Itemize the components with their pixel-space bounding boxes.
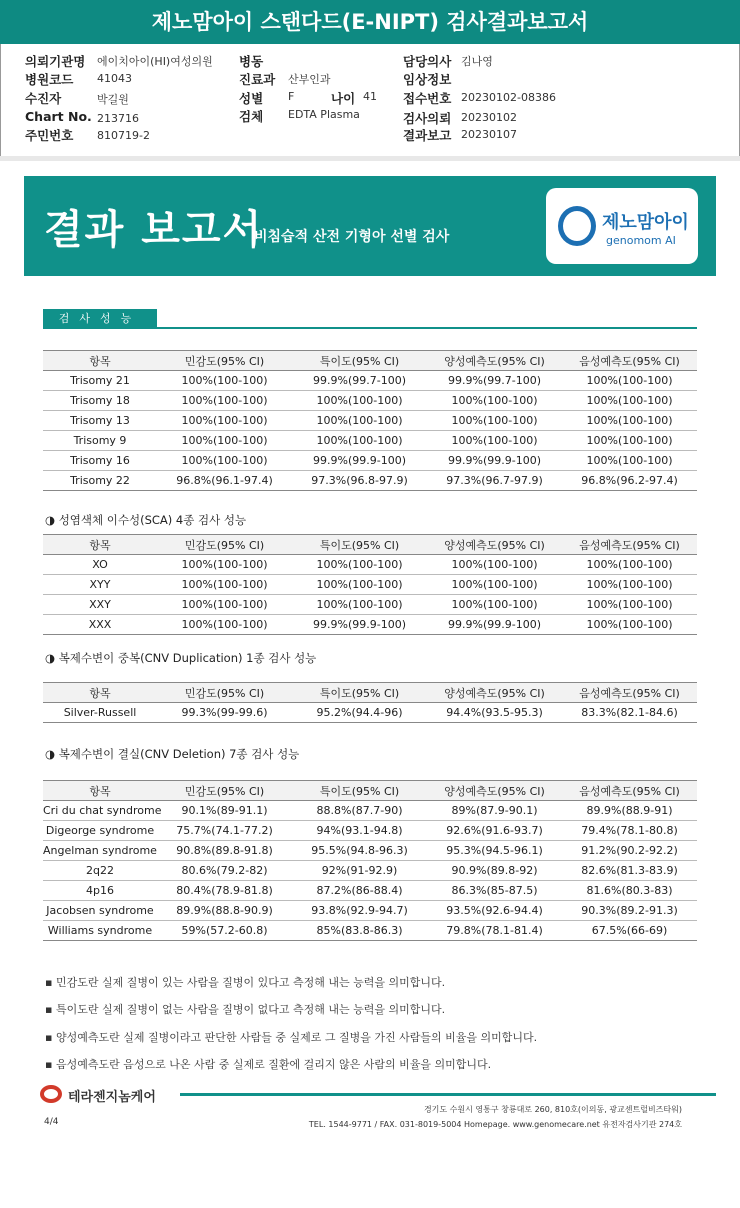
value-cell: 92%(91-92.9) bbox=[292, 861, 427, 881]
deletion-subheading: ◑ 복제수변이 결실(CNV Deletion) 7종 검사 성능 bbox=[45, 747, 300, 761]
row-label-cell: XXX bbox=[43, 615, 157, 635]
column-header: 항목 bbox=[43, 781, 157, 801]
table-body bbox=[43, 555, 697, 635]
table-row bbox=[43, 801, 697, 821]
row-label-cell: 4p16 bbox=[43, 881, 157, 901]
row-label-cell: Digeorge syndrome bbox=[43, 821, 157, 841]
row-label-cell: Trisomy 22 bbox=[43, 471, 157, 491]
value-cell: 100%(100-100) bbox=[292, 391, 427, 411]
row-label-cell: Trisomy 16 bbox=[43, 451, 157, 471]
hospital-code-label: 병원코드 bbox=[25, 72, 74, 87]
value-cell: 99.9%(99.7-100) bbox=[292, 371, 427, 391]
row-label-cell: Trisomy 13 bbox=[43, 411, 157, 431]
table-body bbox=[43, 703, 697, 723]
column-header: 특이도(95% CI) bbox=[292, 535, 427, 555]
value-cell: 94.4%(93.5-95.3) bbox=[427, 703, 562, 723]
logo-korean-text: 제노맘아이 bbox=[602, 212, 689, 233]
value-cell: 100%(100-100) bbox=[292, 431, 427, 451]
value-cell: 90.9%(89.8-92) bbox=[427, 861, 562, 881]
row-label-cell: Trisomy 9 bbox=[43, 431, 157, 451]
column-header: 음성예측도(95% CI) bbox=[562, 781, 697, 801]
table-row bbox=[43, 431, 697, 451]
company-logo-icon bbox=[40, 1085, 62, 1103]
value-cell: 100%(100-100) bbox=[427, 431, 562, 451]
table-row bbox=[43, 881, 697, 901]
value-cell: 90.3%(89.2-91.3) bbox=[562, 901, 697, 921]
footer-divider bbox=[180, 1093, 716, 1096]
table-row bbox=[43, 821, 697, 841]
value-cell: 99.9%(99.9-100) bbox=[292, 451, 427, 471]
company-name: 테라젠지놈케어 bbox=[68, 1090, 156, 1105]
value-cell: 96.8%(96.1-97.4) bbox=[157, 471, 292, 491]
value-cell: 100%(100-100) bbox=[427, 391, 562, 411]
row-label-cell: XYY bbox=[43, 575, 157, 595]
value-cell: 100%(100-100) bbox=[292, 555, 427, 575]
dept-label: 진료과 bbox=[239, 72, 276, 87]
note-npv: ▪ 음성예측도란 음성으로 나온 사람 중 실제로 질환에 걸리지 않은 사람의 비율을 의미합니다. bbox=[45, 1058, 492, 1071]
table-row bbox=[43, 471, 697, 491]
rrn-label: 주민번호 bbox=[25, 128, 74, 143]
value-cell: 90.1%(89-91.1) bbox=[157, 801, 292, 821]
value-cell: 100%(100-100) bbox=[157, 431, 292, 451]
value-cell: 100%(100-100) bbox=[562, 411, 697, 431]
column-header: 항목 bbox=[43, 683, 157, 703]
value-cell: 100%(100-100) bbox=[292, 575, 427, 595]
row-label-cell: Angelman syndrome bbox=[43, 841, 157, 861]
value-cell: 85%(83.8-86.3) bbox=[292, 921, 427, 941]
deletion-table bbox=[43, 780, 697, 941]
column-header: 양성예측도(95% CI) bbox=[427, 535, 562, 555]
logo-english-text: genomom AI bbox=[606, 234, 676, 247]
value-cell: 94%(93.1-94.8) bbox=[292, 821, 427, 841]
age-label: 나이 bbox=[331, 91, 356, 106]
table-header-row bbox=[43, 535, 697, 555]
value-cell: 97.3%(96.8-97.9) bbox=[292, 471, 427, 491]
baby-icon bbox=[558, 206, 596, 246]
table-row bbox=[43, 595, 697, 615]
table-row bbox=[43, 921, 697, 941]
value-cell: 99.9%(99.7-100) bbox=[427, 371, 562, 391]
value-cell: 89.9%(88.8-90.9) bbox=[157, 901, 292, 921]
doctor-value: 김나영 bbox=[461, 55, 493, 68]
value-cell: 59%(57.2-60.8) bbox=[157, 921, 292, 941]
value-cell: 100%(100-100) bbox=[157, 391, 292, 411]
value-cell: 100%(100-100) bbox=[562, 451, 697, 471]
examinee-value: 박길원 bbox=[97, 93, 129, 106]
note-sensitivity: ▪ 민감도란 실제 질병이 있는 사람을 질병이 있다고 측정해 내는 능력을 의미합니다. bbox=[45, 976, 446, 989]
note-specificity: ▪ 특이도란 실제 질병이 없는 사람을 질병이 없다고 측정해 내는 능력을 의미합니다. bbox=[45, 1003, 446, 1016]
value-cell: 79.4%(78.1-80.8) bbox=[562, 821, 697, 841]
trisomy-table bbox=[43, 350, 697, 491]
value-cell: 100%(100-100) bbox=[562, 595, 697, 615]
row-label-cell: 2q22 bbox=[43, 861, 157, 881]
row-label-cell: Silver-Russell bbox=[43, 703, 157, 723]
sex-label: 성별 bbox=[239, 91, 264, 106]
column-header: 음성예측도(95% CI) bbox=[562, 683, 697, 703]
row-label-cell: Trisomy 21 bbox=[43, 371, 157, 391]
value-cell: 89%(87.9-90.1) bbox=[427, 801, 562, 821]
sex-value: F bbox=[288, 90, 295, 103]
divider bbox=[0, 156, 740, 161]
value-cell: 100%(100-100) bbox=[292, 411, 427, 431]
column-header: 음성예측도(95% CI) bbox=[562, 351, 697, 371]
value-cell: 96.8%(96.2-97.4) bbox=[562, 471, 697, 491]
table-header-row bbox=[43, 351, 697, 371]
value-cell: 95.2%(94.4-96) bbox=[292, 703, 427, 723]
value-cell: 95.5%(94.8-96.3) bbox=[292, 841, 427, 861]
column-header: 양성예측도(95% CI) bbox=[427, 351, 562, 371]
institution-label: 의뢰기관명 bbox=[25, 54, 86, 69]
receipt-value: 20230102-08386 bbox=[461, 91, 556, 104]
column-header: 민감도(95% CI) bbox=[157, 781, 292, 801]
table-row bbox=[43, 861, 697, 881]
value-cell: 100%(100-100) bbox=[562, 371, 697, 391]
patient-info-panel bbox=[0, 44, 740, 157]
banner-subtitle: 비침습적 산전 기형아 선별 검사 bbox=[254, 229, 450, 245]
specimen-label: 검체 bbox=[239, 109, 264, 124]
note-ppv: ▪ 양성예측도란 실제 질병이라고 판단한 사람들 중 실제로 그 질병을 가진 사람들의 비율을 의미합니다. bbox=[45, 1031, 538, 1044]
section-tab-performance: 검사성능 bbox=[43, 309, 157, 328]
value-cell: 86.3%(85-87.5) bbox=[427, 881, 562, 901]
value-cell: 100%(100-100) bbox=[157, 595, 292, 615]
value-cell: 100%(100-100) bbox=[157, 371, 292, 391]
value-cell: 82.6%(81.3-83.9) bbox=[562, 861, 697, 881]
table-row bbox=[43, 703, 697, 723]
row-label-cell: XXY bbox=[43, 595, 157, 615]
value-cell: 93.8%(92.9-94.7) bbox=[292, 901, 427, 921]
table-row bbox=[43, 555, 697, 575]
request-value: 20230102 bbox=[461, 111, 517, 124]
company-contact: TEL. 1544-9771 / FAX. 031-8019-5004 Homepage. www.genomecare.net 유전자검사기관 274호 bbox=[308, 1120, 682, 1129]
value-cell: 100%(100-100) bbox=[427, 411, 562, 431]
chart-label: Chart No. bbox=[25, 109, 92, 124]
institution-value: 에이치아이(HI)여성의원 bbox=[97, 55, 213, 68]
ward-label: 병동 bbox=[239, 54, 264, 69]
value-cell: 100%(100-100) bbox=[562, 431, 697, 451]
column-header: 항목 bbox=[43, 535, 157, 555]
column-header: 항목 bbox=[43, 351, 157, 371]
value-cell: 83.3%(82.1-84.6) bbox=[562, 703, 697, 723]
column-header: 음성예측도(95% CI) bbox=[562, 535, 697, 555]
column-header: 특이도(95% CI) bbox=[292, 781, 427, 801]
value-cell: 95.3%(94.5-96.1) bbox=[427, 841, 562, 861]
value-cell: 100%(100-100) bbox=[427, 555, 562, 575]
value-cell: 100%(100-100) bbox=[427, 575, 562, 595]
section-divider bbox=[43, 327, 697, 329]
value-cell: 100%(100-100) bbox=[157, 411, 292, 431]
table-row bbox=[43, 371, 697, 391]
dept-value: 산부인과 bbox=[288, 73, 331, 86]
value-cell: 79.8%(78.1-81.4) bbox=[427, 921, 562, 941]
column-header: 양성예측도(95% CI) bbox=[427, 781, 562, 801]
value-cell: 88.8%(87.7-90) bbox=[292, 801, 427, 821]
value-cell: 80.6%(79.2-82) bbox=[157, 861, 292, 881]
value-cell: 89.9%(88.9-91) bbox=[562, 801, 697, 821]
table-row bbox=[43, 841, 697, 861]
request-label: 검사의뢰 bbox=[403, 111, 452, 126]
sca-subheading: ◑ 성염색체 이수성(SCA) 4종 검사 성능 bbox=[45, 513, 247, 527]
table-row bbox=[43, 411, 697, 431]
report-date-value: 20230107 bbox=[461, 128, 517, 141]
chart-value: 213716 bbox=[97, 112, 139, 125]
table-row bbox=[43, 575, 697, 595]
table-row bbox=[43, 451, 697, 471]
value-cell: 91.2%(90.2-92.2) bbox=[562, 841, 697, 861]
table-header-row bbox=[43, 683, 697, 703]
value-cell: 81.6%(80.3-83) bbox=[562, 881, 697, 901]
value-cell: 100%(100-100) bbox=[562, 391, 697, 411]
examinee-label: 수진자 bbox=[25, 91, 62, 106]
table-body bbox=[43, 801, 697, 941]
table-row bbox=[43, 391, 697, 411]
value-cell: 99.3%(99-99.6) bbox=[157, 703, 292, 723]
table-body bbox=[43, 371, 697, 491]
column-header: 민감도(95% CI) bbox=[157, 351, 292, 371]
duplication-subheading: ◑ 복제수변이 중복(CNV Duplication) 1종 검사 성능 bbox=[45, 651, 317, 665]
doctor-label: 담당의사 bbox=[403, 54, 452, 69]
value-cell: 99.9%(99.9-100) bbox=[292, 615, 427, 635]
row-label-cell: Trisomy 18 bbox=[43, 391, 157, 411]
value-cell: 100%(100-100) bbox=[562, 615, 697, 635]
column-header: 양성예측도(95% CI) bbox=[427, 683, 562, 703]
sca-table bbox=[43, 534, 697, 635]
value-cell: 67.5%(66-69) bbox=[562, 921, 697, 941]
table-header-row bbox=[43, 781, 697, 801]
value-cell: 99.9%(99.9-100) bbox=[427, 451, 562, 471]
value-cell: 75.7%(74.1-77.2) bbox=[157, 821, 292, 841]
receipt-label: 접수번호 bbox=[403, 91, 452, 106]
value-cell: 93.5%(92.6-94.4) bbox=[427, 901, 562, 921]
column-header: 특이도(95% CI) bbox=[292, 351, 427, 371]
value-cell: 100%(100-100) bbox=[562, 575, 697, 595]
genomom-logo bbox=[546, 188, 698, 264]
column-header: 민감도(95% CI) bbox=[157, 683, 292, 703]
hospital-code-value: 41043 bbox=[97, 72, 132, 85]
clinical-label: 임상정보 bbox=[403, 72, 452, 87]
row-label-cell: Jacobsen syndrome bbox=[43, 901, 157, 921]
row-label-cell: Williams syndrome bbox=[43, 921, 157, 941]
banner-title: 결과 보고서 bbox=[44, 207, 264, 253]
report-date-label: 결과보고 bbox=[403, 128, 452, 143]
value-cell: 100%(100-100) bbox=[157, 615, 292, 635]
table-row bbox=[43, 901, 697, 921]
column-header: 민감도(95% CI) bbox=[157, 535, 292, 555]
value-cell: 100%(100-100) bbox=[292, 595, 427, 615]
row-label-cell: Cri du chat syndrome bbox=[43, 801, 157, 821]
value-cell: 100%(100-100) bbox=[157, 555, 292, 575]
value-cell: 100%(100-100) bbox=[157, 451, 292, 471]
result-banner bbox=[24, 176, 716, 276]
table-row bbox=[43, 615, 697, 635]
value-cell: 97.3%(96.7-97.9) bbox=[427, 471, 562, 491]
report-title: 제노맘아이 스탠다드(E-NIPT) 검사결과보고서 bbox=[0, 0, 740, 44]
value-cell: 92.6%(91.6-93.7) bbox=[427, 821, 562, 841]
duplication-table bbox=[43, 682, 697, 723]
age-value: 41 bbox=[363, 90, 377, 103]
specimen-value: EDTA Plasma bbox=[288, 108, 360, 121]
value-cell: 90.8%(89.8-91.8) bbox=[157, 841, 292, 861]
row-label-cell: XO bbox=[43, 555, 157, 575]
column-header: 특이도(95% CI) bbox=[292, 683, 427, 703]
value-cell: 80.4%(78.9-81.8) bbox=[157, 881, 292, 901]
value-cell: 100%(100-100) bbox=[427, 595, 562, 615]
value-cell: 100%(100-100) bbox=[157, 575, 292, 595]
rrn-value: 810719-2 bbox=[97, 129, 150, 142]
page-number: 4/4 bbox=[44, 1117, 59, 1127]
value-cell: 87.2%(86-88.4) bbox=[292, 881, 427, 901]
value-cell: 100%(100-100) bbox=[562, 555, 697, 575]
company-address: 경기도 수원시 영통구 창룡대로 260, 810호(이의동, 광교센트럴비즈타워) bbox=[423, 1105, 682, 1114]
value-cell: 99.9%(99.9-100) bbox=[427, 615, 562, 635]
